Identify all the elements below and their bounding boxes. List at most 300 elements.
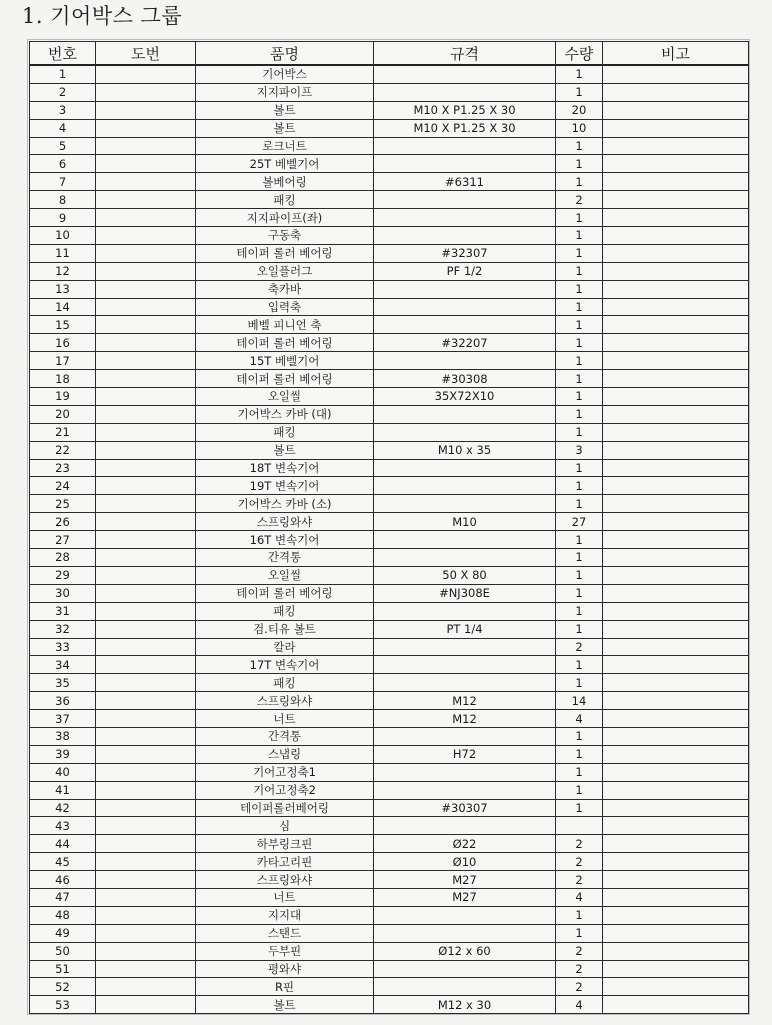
cell-spec [374,638,556,656]
cell-spec: #32307 [374,244,556,262]
cell-part-name: 오일플러그 [196,262,374,280]
table-row [30,835,749,853]
cell-remarks [603,137,749,155]
cell-drawing-no [96,298,196,316]
cell-spec [374,155,556,173]
cell-remarks [603,119,749,137]
cell-quantity: 1 [556,65,603,83]
cell-spec: #32207 [374,334,556,352]
cell-quantity: 1 [556,280,603,298]
cell-part-name: 지지파이프(좌) [196,209,374,227]
cell-number: 53 [30,996,96,1014]
cell-number: 11 [30,244,96,262]
cell-spec [374,477,556,495]
cell-part-name: 기어박스 카바 (대) [196,405,374,423]
cell-quantity: 1 [556,370,603,388]
table-row [30,316,749,334]
cell-spec [374,656,556,674]
cell-quantity: 2 [556,835,603,853]
cell-drawing-no [96,549,196,567]
cell-part-name: 베벨 피니언 축 [196,316,374,334]
cell-remarks [603,227,749,245]
cell-quantity: 1 [556,727,603,745]
cell-drawing-no [96,853,196,871]
cell-remarks [603,244,749,262]
cell-remarks [603,405,749,423]
cell-spec [374,352,556,370]
cell-spec [374,191,556,209]
cell-remarks [603,262,749,280]
table-row [30,459,749,477]
cell-number: 23 [30,459,96,477]
cell-remarks [603,942,749,960]
table-row [30,888,749,906]
table-row [30,531,749,549]
cell-number: 24 [30,477,96,495]
cell-remarks [603,513,749,531]
cell-spec [374,817,556,835]
cell-remarks [603,888,749,906]
cell-spec: M27 [374,871,556,889]
cell-spec [374,602,556,620]
cell-drawing-no [96,763,196,781]
cell-spec [374,280,556,298]
table-row [30,209,749,227]
cell-spec [374,978,556,996]
cell-drawing-no [96,405,196,423]
cell-number: 12 [30,262,96,280]
cell-number: 13 [30,280,96,298]
table-row [30,745,749,763]
cell-number: 5 [30,137,96,155]
cell-quantity: 1 [556,423,603,441]
table-row [30,960,749,978]
cell-quantity: 1 [556,459,603,477]
cell-number: 2 [30,83,96,101]
cell-number: 40 [30,763,96,781]
cell-drawing-no [96,352,196,370]
cell-part-name: 스프링와샤 [196,692,374,710]
cell-part-name: 스냅링 [196,745,374,763]
cell-part-name: 지지대 [196,906,374,924]
cell-spec [374,763,556,781]
cell-drawing-no [96,924,196,942]
cell-quantity: 1 [556,477,603,495]
cell-number: 42 [30,799,96,817]
table-row [30,781,749,799]
cell-number: 4 [30,119,96,137]
cell-spec: #NJ308E [374,584,556,602]
cell-number: 49 [30,924,96,942]
table-row [30,423,749,441]
header-quantity: 수량 [556,42,603,66]
table-row [30,996,749,1014]
cell-quantity: 1 [556,602,603,620]
cell-number: 17 [30,352,96,370]
cell-quantity: 1 [556,745,603,763]
cell-drawing-no [96,280,196,298]
cell-part-name: 입력축 [196,298,374,316]
cell-number: 28 [30,549,96,567]
table-row [30,942,749,960]
cell-quantity: 1 [556,495,603,513]
cell-part-name: 스프링와샤 [196,513,374,531]
cell-part-name: 테이퍼 롤러 베어링 [196,244,374,262]
cell-spec [374,924,556,942]
cell-drawing-no [96,513,196,531]
cell-remarks [603,835,749,853]
header-spec: 규격 [374,42,556,66]
table-row [30,674,749,692]
cell-drawing-no [96,137,196,155]
cell-spec [374,298,556,316]
cell-remarks [603,298,749,316]
cell-quantity: 1 [556,584,603,602]
cell-drawing-no [96,262,196,280]
cell-number: 31 [30,602,96,620]
cell-quantity: 2 [556,638,603,656]
cell-remarks [603,370,749,388]
cell-part-name: 하부링크핀 [196,835,374,853]
table-header-row [30,42,749,66]
cell-drawing-no [96,978,196,996]
cell-number: 33 [30,638,96,656]
cell-part-name: 간격통 [196,549,374,567]
cell-remarks [603,65,749,83]
cell-drawing-no [96,388,196,406]
cell-quantity: 2 [556,960,603,978]
cell-drawing-no [96,65,196,83]
cell-part-name: 패킹 [196,602,374,620]
cell-quantity: 1 [556,316,603,334]
cell-quantity: 20 [556,101,603,119]
cell-spec [374,316,556,334]
cell-quantity: 2 [556,853,603,871]
header-drawing-no: 도번 [96,42,196,66]
cell-number: 30 [30,584,96,602]
cell-drawing-no [96,334,196,352]
cell-quantity: 3 [556,441,603,459]
cell-part-name: 테이퍼롤러베어링 [196,799,374,817]
table-row [30,584,749,602]
cell-spec [374,495,556,513]
cell-remarks [603,638,749,656]
cell-part-name: 기어고정축1 [196,763,374,781]
cell-part-name: 평와샤 [196,960,374,978]
cell-drawing-no [96,227,196,245]
table-row [30,638,749,656]
header-number: 번호 [30,42,96,66]
cell-remarks [603,566,749,584]
table-row [30,853,749,871]
cell-part-name: 테이퍼 롤러 베어링 [196,370,374,388]
cell-spec: M10 X P1.25 X 30 [374,101,556,119]
table-row [30,227,749,245]
cell-number: 6 [30,155,96,173]
cell-drawing-no [96,531,196,549]
table-row [30,405,749,423]
cell-quantity: 2 [556,978,603,996]
cell-part-name: 25T 베벨기어 [196,155,374,173]
cell-part-name: 기어고정축2 [196,781,374,799]
cell-quantity: 10 [556,119,603,137]
cell-drawing-no [96,817,196,835]
cell-spec [374,83,556,101]
cell-number: 3 [30,101,96,119]
cell-drawing-no [96,495,196,513]
cell-part-name: 지지파이프 [196,83,374,101]
cell-quantity: 1 [556,334,603,352]
cell-part-name: 볼트 [196,441,374,459]
cell-drawing-no [96,638,196,656]
cell-remarks [603,316,749,334]
cell-remarks [603,656,749,674]
cell-remarks [603,101,749,119]
cell-remarks [603,155,749,173]
table-row [30,173,749,191]
cell-quantity: 1 [556,781,603,799]
cell-quantity: 1 [556,549,603,567]
cell-remarks [603,817,749,835]
table-row [30,352,749,370]
cell-number: 19 [30,388,96,406]
cell-quantity: 4 [556,710,603,728]
cell-remarks [603,209,749,227]
cell-spec [374,727,556,745]
cell-part-name: 간격통 [196,727,374,745]
cell-part-name: 패킹 [196,191,374,209]
cell-drawing-no [96,799,196,817]
cell-remarks [603,83,749,101]
cell-drawing-no [96,656,196,674]
cell-number: 41 [30,781,96,799]
cell-drawing-no [96,423,196,441]
cell-quantity: 1 [556,352,603,370]
cell-remarks [603,871,749,889]
table-row [30,513,749,531]
cell-part-name: 16T 변속기어 [196,531,374,549]
cell-number: 48 [30,906,96,924]
cell-spec [374,137,556,155]
cell-remarks [603,710,749,728]
cell-number: 27 [30,531,96,549]
cell-remarks [603,388,749,406]
cell-drawing-no [96,459,196,477]
cell-part-name: 18T 변속기어 [196,459,374,477]
cell-remarks [603,352,749,370]
table-row [30,978,749,996]
cell-remarks [603,531,749,549]
cell-spec [374,906,556,924]
cell-remarks [603,978,749,996]
cell-number: 45 [30,853,96,871]
cell-part-name: 두부핀 [196,942,374,960]
cell-part-name: 패킹 [196,423,374,441]
cell-spec: M12 x 30 [374,996,556,1014]
cell-spec: PF 1/2 [374,262,556,280]
cell-part-name: 오일씰 [196,388,374,406]
cell-remarks [603,960,749,978]
cell-spec: Ø10 [374,853,556,871]
table-row [30,65,749,83]
cell-remarks [603,584,749,602]
table-row [30,137,749,155]
cell-number: 29 [30,566,96,584]
cell-number: 36 [30,692,96,710]
cell-remarks [603,906,749,924]
cell-quantity: 1 [556,262,603,280]
cell-spec [374,65,556,83]
cell-drawing-no [96,888,196,906]
cell-spec: M12 [374,710,556,728]
parts-list-table [29,41,749,1014]
cell-part-name: 카타고리핀 [196,853,374,871]
cell-remarks [603,996,749,1014]
cell-drawing-no [96,566,196,584]
cell-part-name: 심 [196,817,374,835]
cell-drawing-no [96,710,196,728]
cell-part-name: 15T 베벨기어 [196,352,374,370]
cell-part-name: 로크너트 [196,137,374,155]
cell-quantity: 1 [556,173,603,191]
cell-number: 16 [30,334,96,352]
cell-drawing-no [96,620,196,638]
cell-part-name: 기어박스 카바 (소) [196,495,374,513]
cell-quantity: 1 [556,531,603,549]
cell-number: 52 [30,978,96,996]
cell-spec: #30308 [374,370,556,388]
cell-remarks [603,280,749,298]
cell-remarks [603,692,749,710]
cell-quantity: 1 [556,137,603,155]
table-row [30,298,749,316]
cell-spec [374,405,556,423]
table-row [30,871,749,889]
cell-spec: M10 X P1.25 X 30 [374,119,556,137]
table-row [30,388,749,406]
cell-spec [374,227,556,245]
cell-drawing-no [96,960,196,978]
cell-quantity: 4 [556,888,603,906]
cell-drawing-no [96,477,196,495]
cell-number: 14 [30,298,96,316]
cell-spec: 35X72X10 [374,388,556,406]
cell-number: 32 [30,620,96,638]
header-remarks: 비고 [603,42,749,66]
cell-part-name: 19T 변속기어 [196,477,374,495]
table-row [30,101,749,119]
cell-part-name: 테이퍼 롤러 베어링 [196,334,374,352]
cell-quantity: 1 [556,244,603,262]
cell-quantity: 1 [556,209,603,227]
cell-part-name: 볼트 [196,101,374,119]
cell-remarks [603,763,749,781]
table-body [30,65,749,1014]
table-row [30,710,749,728]
cell-number: 25 [30,495,96,513]
cell-quantity: 1 [556,566,603,584]
cell-spec: #30307 [374,799,556,817]
cell-drawing-no [96,871,196,889]
cell-quantity: 1 [556,799,603,817]
cell-spec: PT 1/4 [374,620,556,638]
cell-quantity: 2 [556,191,603,209]
cell-remarks [603,745,749,763]
cell-drawing-no [96,996,196,1014]
cell-number: 10 [30,227,96,245]
cell-spec [374,531,556,549]
cell-number: 50 [30,942,96,960]
table-row [30,549,749,567]
cell-spec: H72 [374,745,556,763]
cell-spec: M10 [374,513,556,531]
cell-remarks [603,799,749,817]
cell-quantity: 1 [556,83,603,101]
section-title: 1. 기어박스 그룹 [22,4,183,28]
cell-remarks [603,674,749,692]
cell-quantity: 1 [556,155,603,173]
cell-part-name: 17T 변속기어 [196,656,374,674]
cell-number: 21 [30,423,96,441]
table-row [30,906,749,924]
table-row [30,83,749,101]
cell-part-name: 스프링와샤 [196,871,374,889]
cell-quantity: 1 [556,656,603,674]
cell-remarks [603,191,749,209]
cell-drawing-no [96,244,196,262]
cell-drawing-no [96,173,196,191]
cell-spec [374,960,556,978]
cell-drawing-no [96,602,196,620]
cell-quantity: 27 [556,513,603,531]
cell-remarks [603,727,749,745]
cell-spec: M12 [374,692,556,710]
cell-drawing-no [96,727,196,745]
table-row [30,692,749,710]
cell-drawing-no [96,316,196,334]
cell-number: 20 [30,405,96,423]
cell-spec [374,549,556,567]
cell-quantity: 1 [556,298,603,316]
cell-quantity [556,817,603,835]
cell-number: 51 [30,960,96,978]
table-row [30,334,749,352]
cell-drawing-no [96,745,196,763]
cell-drawing-no [96,942,196,960]
table-row [30,191,749,209]
table-row [30,280,749,298]
cell-part-name: 칼라 [196,638,374,656]
cell-drawing-no [96,370,196,388]
cell-number: 8 [30,191,96,209]
cell-remarks [603,853,749,871]
cell-number: 35 [30,674,96,692]
cell-drawing-no [96,835,196,853]
cell-quantity: 14 [556,692,603,710]
cell-number: 18 [30,370,96,388]
cell-part-name: 오일씰 [196,566,374,584]
cell-number: 26 [30,513,96,531]
table-row [30,727,749,745]
cell-remarks [603,441,749,459]
cell-quantity: 1 [556,388,603,406]
cell-part-name: 너트 [196,888,374,906]
cell-part-name: 구동축 [196,227,374,245]
table-row [30,656,749,674]
cell-remarks [603,173,749,191]
cell-quantity: 4 [556,996,603,1014]
table-row [30,370,749,388]
